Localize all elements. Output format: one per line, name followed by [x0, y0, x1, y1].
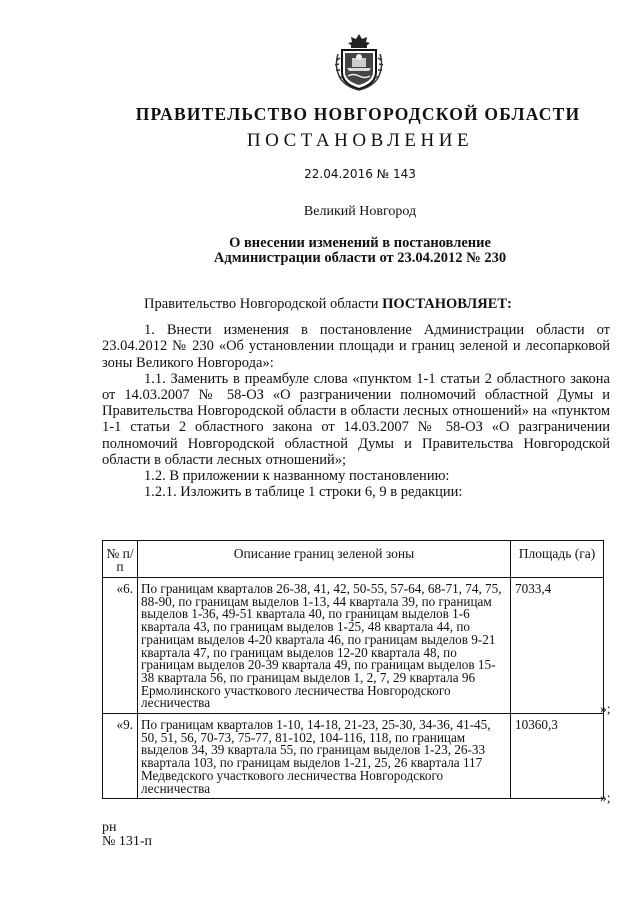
resolution-lead: [102, 296, 610, 312]
header-description: Описание границ зеленой зоны: [138, 541, 511, 578]
clause-1: 1. Внести изменения в постановление Администрации области от 23.04.2012 № 230 «Об установлении площади и границ зеленой и лесопарковой зоны Великого Новгорода»:: [102, 322, 610, 371]
row-description: По границам кварталов 1-10, 14-18, 21-23, 25-30, 34-36, 41-45, 50, 51, 56, 70-73, 75-77, 81-102, 104-116, 118, по границам выделов 34, 39 квартала 55, по границам выделов 1-23, 26-33 квартала 103, по границам выделов 1-21, 25, 26 квартала 117 Медведского участкового лесничества Новгородского лесничества: [138, 714, 511, 799]
document-footer: [102, 821, 152, 849]
footer-initials: рн: [102, 820, 117, 835]
row-area: 7033,4: [511, 578, 604, 714]
document-city: Великий Новгород: [303, 204, 417, 219]
coat-of-arms-emblem: [330, 30, 388, 92]
row-number: «9.: [103, 714, 138, 799]
row-closing-quote: »;: [600, 701, 611, 716]
row-area: 10360,3: [511, 714, 604, 799]
header-area: Площадь (га): [511, 541, 604, 578]
green-zone-table: [102, 540, 604, 799]
lead-bold: ПОСТАНОВЛЯЕТ:: [382, 296, 512, 312]
clause-1-1: 1.1. Заменить в преамбуле слова «пунктом 1-1 статьи 2 областного закона от 14.03.2007 № 58-ОЗ «О разграничении полномочий областной Думы и Правительства Новгородской области в области лесных отношений» на «пунктом 1-1 статьи 2 областного закона от 14.03.2007 № 58-ОЗ «О разграничении полномочий Новгородской областной Думы и Правительства Новгородской области в области лесных отношений»;: [102, 370, 610, 468]
table-row: [103, 714, 604, 799]
row-number: «6.: [103, 578, 138, 714]
row-closing-quote: »;: [600, 790, 611, 805]
subject-line-1: О внесении изменений в постановление: [229, 235, 491, 251]
table-header-row: [103, 541, 604, 578]
document-type: ПОСТАНОВЛЕНИЕ: [246, 130, 474, 151]
clause-1-2-1: 1.2.1. Изложить в таблице 1 строки 6, 9 в редакции:: [144, 484, 463, 501]
footer-reference: № 131-п: [102, 834, 153, 849]
document-subject: [0, 236, 640, 266]
table-row: [103, 578, 604, 714]
subject-line-2: Администрации области от 23.04.2012 № 230: [213, 250, 507, 266]
clause-1-2: 1.2. В приложении к названному постановлению:: [144, 468, 450, 485]
document-date-number: 22.04.2016 № 143: [304, 167, 416, 181]
lead-text: Правительство Новгородской области: [144, 296, 383, 312]
header-number: № п/п: [103, 541, 138, 578]
document-body: [102, 296, 610, 500]
organization-title: ПРАВИТЕЛЬСТВО НОВГОРОДСКОЙ ОБЛАСТИ: [135, 104, 581, 124]
row-description: По границам кварталов 26-38, 41, 42, 50-55, 57-64, 68-71, 74, 75, 88-90, по границам выделов 1-13, 44 квартала 39, по границам выделов 1-36, 49-51 квартала 40, по границам выделов 1-6 квартала 43, по границам выделов 1-25, 48 квартала 44, по границам выделов 4-20 квартала 46, по границам выделов 9-21 квартала 47, по границам выделов 12-20 квартала 48, по границам выделов 20-39 квартала 49, по границам выделов 15-38 квартала 56, по границам выделов 1, 2, 7, 29 квартала 96 Ермолинского участкового лесничества Новгородского лесничества: [138, 578, 511, 714]
